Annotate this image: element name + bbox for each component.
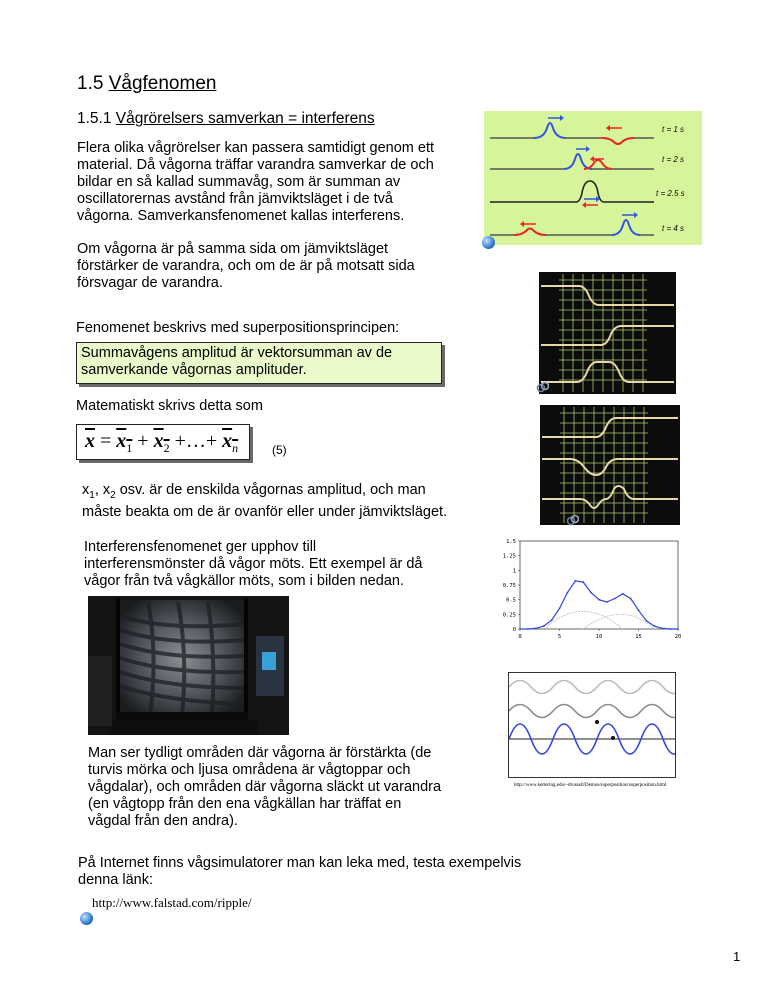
- data-point: [559, 608, 561, 610]
- equation-box: [76, 424, 250, 460]
- link-icon[interactable]: [566, 514, 579, 527]
- pulse-label: t = 1 s: [662, 125, 685, 134]
- y-tick-label: 1.25: [502, 553, 516, 560]
- x-tick-label: 10: [595, 634, 603, 640]
- data-point: [519, 628, 521, 630]
- text-line: vågor från två vågkällor möts, som i bilden nedan.: [84, 573, 404, 589]
- grid-svg: [539, 272, 676, 394]
- data-point: [590, 592, 592, 594]
- plus-sign: +: [137, 430, 149, 452]
- text-line: Interferensfenomenet ger upphov till: [84, 539, 317, 555]
- equals-sign: =: [100, 430, 112, 452]
- equation: $\overline{x} = x_1 + x_2$ +…+ $x_n$: [85, 430, 239, 455]
- ellipsis: +…+: [174, 430, 218, 452]
- pulse-label: t = 4 s: [662, 224, 685, 233]
- superposition-grid-destructive: [540, 405, 680, 525]
- superposition-grid-constructive: [539, 272, 676, 394]
- equation-number: (5): [272, 443, 287, 457]
- data-point: [653, 625, 655, 627]
- data-point: [543, 625, 545, 627]
- data-point: [677, 628, 679, 630]
- paragraph-amplitudes: $x_1$, $x_2$ osv. är de enskilda vågornas amplitud, och man måste beakta om de är ovanför eller under jämviktsläget.: [82, 482, 542, 521]
- text-line: vågdal från den andra).: [88, 813, 238, 829]
- vector-xn: x: [222, 430, 233, 452]
- pulse-interference-figure: [484, 111, 702, 245]
- paragraph-interference: [77, 140, 477, 225]
- superposition-line-chart: [494, 533, 688, 645]
- text-line: Om vågorna är på samma sida om jämviktsläget: [77, 241, 389, 257]
- data-point: [646, 620, 648, 622]
- data-point: [614, 598, 616, 600]
- section-title: Vågfenomen: [108, 73, 217, 94]
- section-number: 1.5: [77, 73, 104, 94]
- text-line: samverkande vågornas amplituder.: [81, 362, 307, 378]
- data-point: [638, 609, 640, 611]
- text-line: osv. är de enskilda vågornas amplitud, och man: [119, 482, 426, 498]
- y-tick-label: 0.5: [506, 597, 516, 604]
- data-point: [567, 592, 569, 594]
- paragraph-superposition: Fenomenet beskrivs med superpositionsprincipen:: [76, 320, 400, 336]
- data-point: [574, 580, 576, 582]
- vector-x1: x: [116, 430, 127, 452]
- data-point: [535, 628, 537, 630]
- chart-svg: [494, 533, 688, 645]
- x-tick-label: 5: [557, 634, 562, 640]
- x-tick-label: 0: [518, 634, 522, 640]
- text-line: Summavågens amplitud är vektorsumman av de: [81, 345, 393, 361]
- paragraph-simulators: [78, 855, 638, 889]
- data-point: [606, 601, 608, 603]
- x-tick-label: 20: [674, 634, 682, 640]
- link-icon[interactable]: [536, 381, 549, 394]
- subsection-number: 1.5.1: [77, 110, 112, 127]
- text-line: bildar en så kallad summavåg, som är summan av: [77, 174, 401, 190]
- grid-svg: [540, 405, 680, 525]
- globe-icon[interactable]: [80, 912, 93, 925]
- photo-svg: [88, 596, 289, 735]
- text-line: På Internet finns vågsimulatorer man kan leka med, testa exempelvis: [78, 855, 522, 871]
- paragraph-math: Matematiskt skrivs detta som: [76, 398, 263, 414]
- globe-icon[interactable]: [482, 236, 495, 249]
- sine-superposition-figure: [508, 672, 676, 778]
- text-line: interferensmönster då vågor möts. Ett exempel är då: [84, 556, 423, 572]
- text-line: Man ser tydligt områden där vågorna är förstärkta (de: [88, 745, 432, 761]
- paragraph-same-side: [77, 241, 477, 292]
- y-tick-label: 0.75: [502, 583, 516, 589]
- y-tick-label: 0.25: [502, 612, 516, 619]
- text-line: vågorna. Samverkansfenomenet kallas interferens.: [77, 208, 405, 224]
- ripple-tank-photo: [88, 596, 289, 735]
- text-line: vågdalar), och områden där vågorna släckt ut varandra: [88, 779, 442, 795]
- data-point: [582, 581, 584, 583]
- y-tick-label: 1.5: [506, 539, 516, 545]
- text-line: försvagar de varandra.: [77, 275, 223, 291]
- pulse-label: t = 2 s: [662, 155, 685, 164]
- paragraph-pattern: [84, 539, 484, 590]
- vector-x2: x: [153, 430, 164, 452]
- text-line: Flera olika vågrörelser kan passera samtidigt genom ett: [77, 140, 435, 156]
- y-tick-label: 0: [512, 627, 516, 633]
- falstad-link[interactable]: http://www.falstad.com/ripple/: [92, 895, 252, 910]
- subsection-heading: [77, 110, 375, 128]
- text-line: material. Då vågorna träffar varandra samverkar de och: [77, 157, 434, 173]
- subsection-title: Vågrörelsers samverkan = interferens: [115, 110, 375, 127]
- data-point: [527, 628, 529, 630]
- sine-svg: [509, 673, 675, 777]
- data-point: [661, 628, 663, 630]
- text-line: turvis mörka och ljusa områdena är vågtoppar och: [88, 762, 411, 778]
- text-line: (en vågtopp från den ena vågkällan har träffat en: [88, 796, 402, 812]
- text-line: förstärker de varandra, och om de är på motsatt sida: [77, 258, 415, 274]
- data-point: [630, 598, 632, 600]
- text-line: måste beakta om de är ovanför eller under jämviktsläget.: [82, 503, 448, 520]
- section-heading: [77, 73, 216, 95]
- series-line: [520, 581, 678, 629]
- pulse-label: t = 2.5 s: [656, 189, 685, 198]
- data-point: [669, 628, 671, 630]
- vector-x: $\overline{x}$: [85, 430, 95, 452]
- data-point: [551, 619, 553, 621]
- x-tick-label: 15: [635, 634, 642, 640]
- y-tick-label: 1: [512, 568, 516, 575]
- chart-frame: [520, 541, 678, 629]
- principle-box: [76, 342, 442, 384]
- page-number: 1: [733, 949, 741, 964]
- text-line: oscillatorernas avstånd från jämviktsläget i de två: [77, 191, 393, 207]
- text-line: denna länk:: [78, 872, 153, 888]
- data-point: [598, 599, 600, 601]
- data-point: [622, 593, 624, 595]
- paragraph-observation: [88, 745, 488, 830]
- figure-source-caption: http://www.kettering.edu/~drussell/Demos/superposition/superposition.html: [514, 783, 667, 788]
